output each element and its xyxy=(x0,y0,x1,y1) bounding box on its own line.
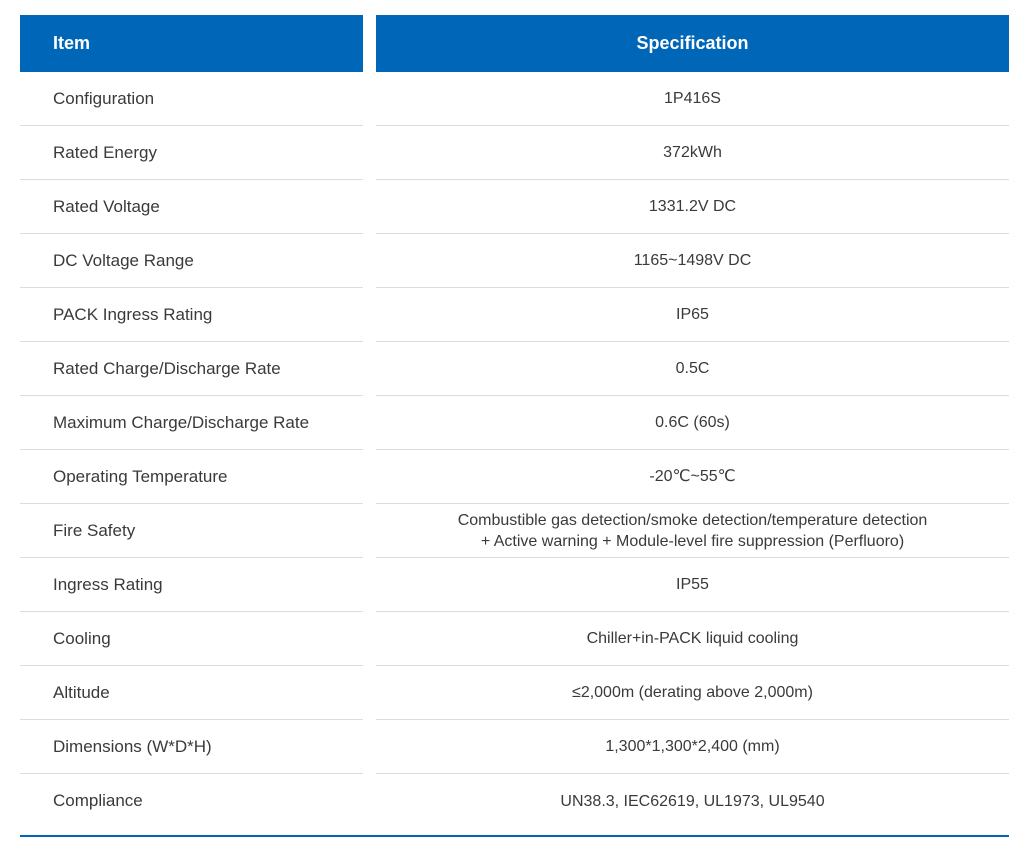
row-specification xyxy=(376,72,1009,126)
table-row xyxy=(20,288,1009,342)
row-item-label: Fire Safety xyxy=(20,504,363,558)
row-item-label: Operating Temperature xyxy=(20,450,363,504)
spec-line: Chiller+in-PACK liquid cooling xyxy=(586,630,799,647)
spec-line: 372kWh xyxy=(663,144,722,161)
row-specification xyxy=(376,720,1009,774)
table-row xyxy=(20,342,1009,396)
row-item-label: Ingress Rating xyxy=(20,558,363,612)
row-specification xyxy=(376,180,1009,234)
row-specification xyxy=(376,450,1009,504)
table-header-row xyxy=(20,15,1009,72)
row-specification xyxy=(376,342,1009,396)
header-gap xyxy=(363,15,376,72)
row-specification xyxy=(376,612,1009,666)
row-item-label: Maximum Charge/Discharge Rate xyxy=(20,396,363,450)
row-gap xyxy=(363,342,376,396)
row-gap xyxy=(363,72,376,126)
row-item-label: Rated Energy xyxy=(20,126,363,180)
row-item-label: Altitude xyxy=(20,666,363,720)
row-gap xyxy=(363,288,376,342)
row-specification xyxy=(376,126,1009,180)
row-gap xyxy=(363,558,376,612)
row-item-label: Rated Charge/Discharge Rate xyxy=(20,342,363,396)
table-row xyxy=(20,450,1009,504)
spec-line: 1P416S xyxy=(664,90,721,107)
spec-line: 0.6C (60s) xyxy=(655,414,730,431)
table-row xyxy=(20,72,1009,126)
spec-line: 1331.2V DC xyxy=(648,198,737,215)
row-gap xyxy=(363,450,376,504)
table-row xyxy=(20,558,1009,612)
row-gap xyxy=(363,666,376,720)
table-row xyxy=(20,126,1009,180)
row-item-label: PACK Ingress Rating xyxy=(20,288,363,342)
row-gap xyxy=(363,774,376,828)
table-row xyxy=(20,612,1009,666)
spec-line: UN38.3, IEC62619, UL1973, UL9540 xyxy=(560,792,825,810)
spec-line: ≤2,000m (derating above 2,000m) xyxy=(572,684,813,701)
spec-line: 1,300*1,300*2,400 (mm) xyxy=(605,738,780,755)
row-gap xyxy=(363,180,376,234)
row-item-label: Rated Voltage xyxy=(20,180,363,234)
row-gap xyxy=(363,612,376,666)
table-row xyxy=(20,774,1009,828)
header-specification: Specification xyxy=(376,15,1009,72)
spec-line: -20℃~55℃ xyxy=(649,468,736,485)
row-specification xyxy=(376,288,1009,342)
spec-line: 0.5C xyxy=(675,360,710,377)
row-item-label: Compliance xyxy=(53,791,143,810)
spec-line: + Active warning + Module-level fire suppression (Perfluoro) xyxy=(480,532,905,550)
table-row xyxy=(20,666,1009,720)
row-item-label: Dimensions (W*D*H) xyxy=(20,720,363,774)
table-row xyxy=(20,396,1009,450)
row-specification xyxy=(376,774,1009,828)
spec-line: IP55 xyxy=(676,576,709,593)
row-gap xyxy=(363,504,376,558)
row-item-label: Configuration xyxy=(20,72,363,126)
bottom-rule xyxy=(20,835,1009,837)
row-gap xyxy=(363,234,376,288)
table-row xyxy=(20,234,1009,288)
row-gap xyxy=(363,396,376,450)
row-item-label: DC Voltage Range xyxy=(20,234,363,288)
row-gap xyxy=(363,720,376,774)
table-body xyxy=(20,72,1009,828)
spec-line: IP65 xyxy=(676,306,709,323)
row-specification xyxy=(376,558,1009,612)
table-row xyxy=(20,180,1009,234)
row-specification xyxy=(376,666,1009,720)
spec-line: Combustible gas detection/smoke detection/temperature detection xyxy=(457,511,928,529)
row-specification xyxy=(376,234,1009,288)
row-item-label: Cooling xyxy=(20,612,363,666)
row-gap xyxy=(363,126,376,180)
spec-line: 1165~1498V DC xyxy=(633,252,752,269)
table-row xyxy=(20,720,1009,774)
specification-table xyxy=(20,15,1009,828)
row-specification xyxy=(376,396,1009,450)
row-specification xyxy=(376,504,1009,558)
header-item: Item xyxy=(20,15,363,72)
table-row xyxy=(20,504,1009,558)
